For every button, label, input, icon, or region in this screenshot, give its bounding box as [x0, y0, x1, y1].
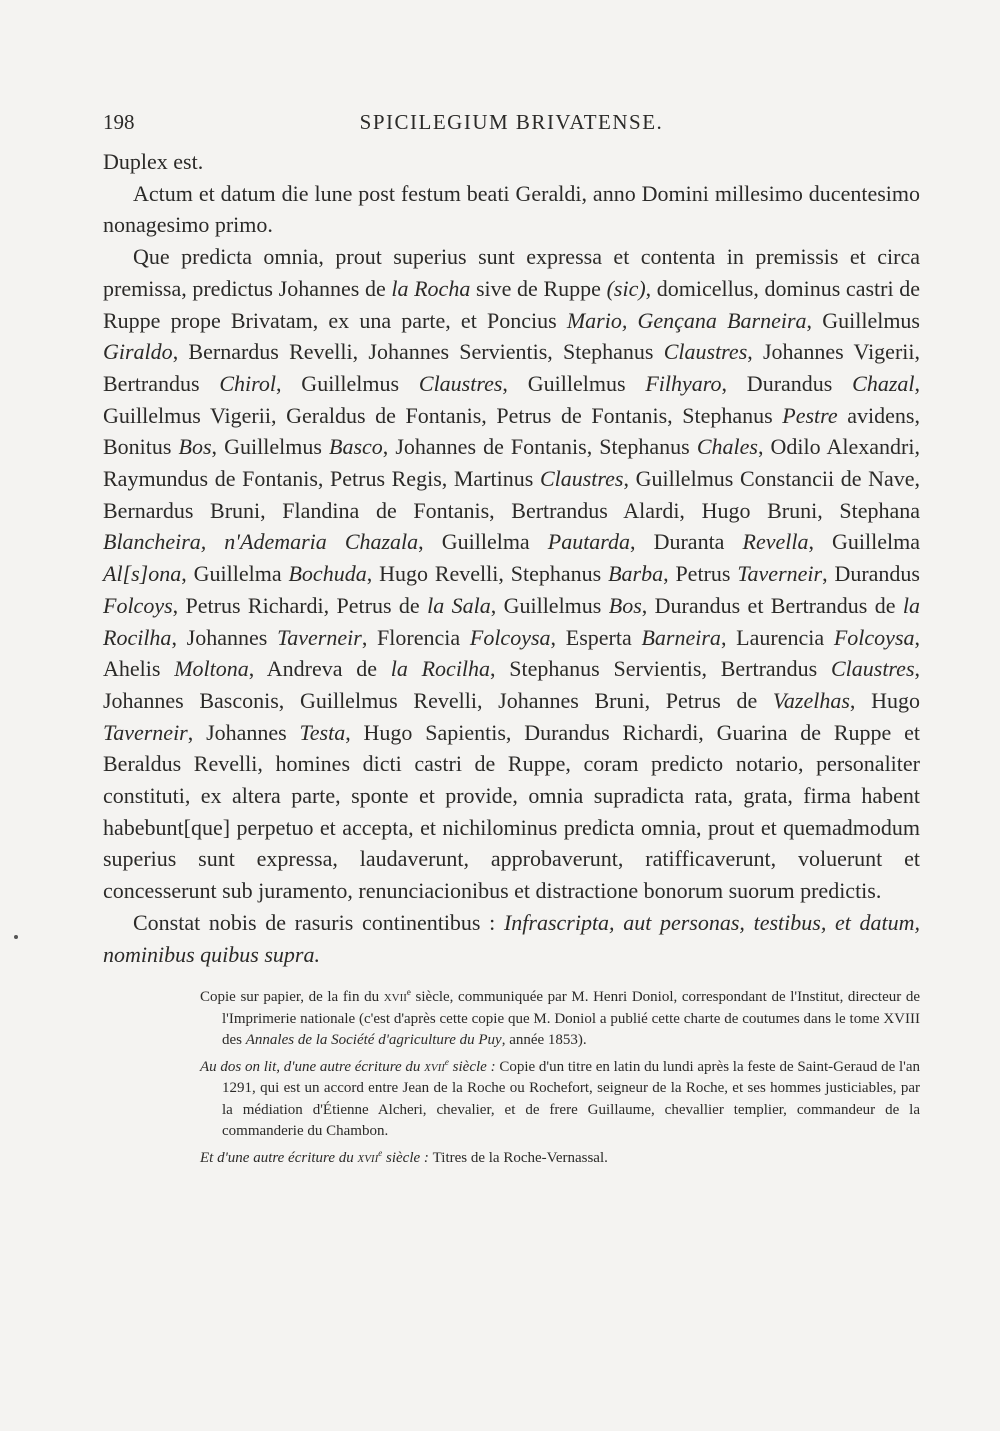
text-run: , Florencia [361, 624, 470, 650]
text-run: Titres de la Roche-Vernassal. [432, 1149, 608, 1166]
italic-run: Claustres [663, 339, 748, 365]
italic-run: Blancheira, n'Ademaria Chazala [103, 529, 419, 555]
paragraph [103, 241, 920, 907]
text-run: , Guillelma [181, 561, 289, 587]
italic-run: Mario, Gençana Barneira [566, 307, 807, 333]
superscript: e [406, 987, 411, 998]
text-run: , Johannes [187, 719, 300, 745]
italic-run: la Rocilha [103, 592, 920, 650]
text-run: sive de Ruppe [470, 275, 607, 301]
italic-run: Moltona [174, 656, 249, 682]
page [103, 106, 920, 1169]
text-run: , Johannes de Fontanis, Stephanus [382, 434, 697, 460]
footnotes [103, 982, 920, 1169]
footnote [200, 1052, 920, 1143]
italic-run: Infrascripta, aut personas, testibus, et datum, nominibus quibus supra. [103, 909, 921, 967]
page-header [103, 106, 920, 146]
text-run: , Johannes Vigerii, Bertrandus [103, 339, 920, 396]
italic-run: la Sala [427, 592, 491, 618]
italic-run: Chirol [219, 370, 276, 396]
italic-run: Chazal [852, 370, 915, 396]
italic-run: Au dos on lit, d'une autre écriture du [200, 1058, 425, 1075]
paragraph [103, 178, 920, 241]
italic-run: Pautarda [547, 529, 631, 555]
small-caps-run: xvii [383, 989, 407, 1006]
italic-run: Taverneir [277, 624, 362, 650]
italic-run: Bochuda [288, 561, 367, 587]
text-run: , Odilo Alexandri, Raymundus de Fontanis, Petrus Regis, Martinus [103, 434, 920, 492]
italic-run: Et d'une autre écriture du [200, 1149, 358, 1166]
italic-run: Claustres [539, 466, 624, 492]
italic-run: Barba [608, 561, 664, 587]
text-run: , Hugo Sapientis, Durandus Richardi, Guarina de Ruppe et Beraldus Revelli, homines dicti castri de Ruppe, coram predicto notario, personaliter constituti, ex altera parte, sponte et provide, omnia supradicta rata, grata, firma habent habebunt[que] perpetuo et accepta, et nichilominus predicta omnia, prout et quemadmodum superius sunt expressa, laudaverunt, approbaverunt, ratifficaverunt, voluerunt et concesserunt sub juramento, renunciacionibus et distractione bonorum suorum predictis. [103, 719, 921, 904]
italic-run: la Rocilha [390, 656, 491, 682]
text-run: , Ahelis [103, 624, 921, 682]
text-run: , Durandus [822, 561, 920, 587]
italic-run: Taverneir [737, 561, 823, 587]
text-run: , année 1853). [501, 1032, 587, 1049]
paragraph [103, 146, 920, 178]
text-run: , Guillelmus [806, 307, 920, 333]
text-run: , Guillelmus [276, 370, 419, 396]
text-run: , Stephanus Servientis, Bertrandus [490, 656, 831, 682]
superscript: e [444, 1056, 449, 1067]
italic-run: Filhyaro [645, 370, 722, 396]
superscript: e [378, 1147, 383, 1158]
italic-run: Folcoysa [833, 624, 915, 650]
italic-run: Revella [742, 529, 809, 555]
text-run: avidens, Bonitus [103, 402, 920, 460]
italic-run: Pestre [782, 402, 838, 428]
text-run: siècle, communiquée par M. Henri Doniol, correspondant de l'Institut, directeur de l'Imprimerie nationale (c'est d'après cette copie que M. Doniol a publié cette charte de coutumes dans le tome XVIII des [222, 989, 921, 1049]
text-run: Que predicta omnia, prout superius sunt expressa et contenta in premissis et circa premissa, predictus Johannes de [103, 244, 920, 301]
text-run: Actum et datum die lune post festum beati Geraldi, anno Domini millesimo ducentesimo nonagesimo primo. [103, 180, 920, 238]
text-run: , Guillelma [808, 529, 920, 555]
running-title: SPICILEGIUM BRIVATENSE. [359, 110, 664, 134]
italic-run: (sic) [606, 275, 646, 301]
italic-run: la Rocha [391, 275, 471, 301]
text-run: , Hugo Revelli, Stephanus [366, 561, 609, 587]
italic-run: Folcoysa [469, 624, 551, 650]
italic-run: Giraldo [103, 339, 173, 365]
text-run: Duplex est. [103, 149, 204, 174]
italic-run: Bos [178, 434, 212, 460]
text-run: Copie sur papier, de la fin du [200, 989, 384, 1006]
text-run: , Andreva de [248, 656, 391, 682]
italic-run: Al[s]ona [103, 561, 182, 587]
text-run: , Guillelmus Constancii de Nave, Bernardus Bruni, Flandina de Fontanis, Bertrandus Alardi, Hugo Bruni, Stephana [103, 466, 921, 523]
text-run: , Johannes [171, 624, 278, 650]
text-run: , Johannes Basconis, Guillelmus Revelli, Johannes Bruni, Petrus de [103, 656, 920, 713]
main-text [103, 146, 920, 970]
italic-run: Taverneir [103, 719, 188, 745]
italic-run: Testa [299, 719, 346, 745]
italic-run: Bos [608, 592, 642, 618]
italic-run: Vazelhas [772, 687, 850, 713]
italic-run: Annales de la Société d'agriculture du Puy [245, 1032, 502, 1049]
small-caps-run: xvii [424, 1058, 445, 1075]
text-run: , Laurencia [720, 624, 834, 650]
italic-run: siècle : [382, 1149, 433, 1166]
text-run: , Guillelmus Vigerii, Geraldus de Fontanis, Petrus de Fontanis, Stephanus [103, 370, 921, 428]
text-run: , Esperta [550, 624, 642, 650]
italic-run: Chales [696, 434, 758, 460]
text-run: Copie d'un titre en latin du lundi après la feste de Saint-Geraud de l'an 1291, qui est un accord entre Jean de la Roche ou Rochefort, seigneur de la Roche, et ses hommes justiciables, par la médiation d'Étienne Alcheri, chevalier, et de frere Guillaume, chevallier templier, commandeur de la commanderie du Chambon. [222, 1058, 921, 1140]
text-run: , Durandus et Bertrandus de [641, 592, 903, 618]
text-run: , Guillelmus [211, 434, 329, 460]
text-run: , domicellus, dominus castri de Ruppe prope Brivatam, ex una parte, et Poncius [103, 275, 920, 333]
small-caps-run: xvii [357, 1149, 379, 1166]
italic-run: Claustres [830, 656, 915, 682]
italic-run: Barneira [641, 624, 721, 650]
text-run: , Petrus [663, 561, 738, 587]
paper-speck [14, 935, 18, 939]
text-run: , Guillelmus [490, 592, 609, 618]
text-run: , Bernardus Revelli, Johannes Servientis, Stephanus [172, 339, 664, 365]
text-run: , Guillelmus [502, 370, 646, 396]
text-run: , Durandus [721, 370, 853, 396]
text-run: , Duranta [630, 529, 743, 555]
page-number: 198 [103, 110, 135, 134]
text-run: , Hugo [849, 687, 920, 713]
paragraph [103, 907, 920, 970]
italic-run: siècle : [448, 1058, 500, 1075]
italic-run: Claustres [418, 370, 503, 396]
footnote [200, 1143, 920, 1170]
footnote [200, 982, 920, 1052]
text-run: , Petrus Richardi, Petrus de [172, 592, 428, 618]
text-run: Constat nobis de rasuris continentibus : [133, 909, 504, 935]
italic-run: Folcoys [103, 592, 173, 618]
italic-run: Basco [329, 434, 383, 460]
text-run: , Guillelma [418, 529, 548, 555]
